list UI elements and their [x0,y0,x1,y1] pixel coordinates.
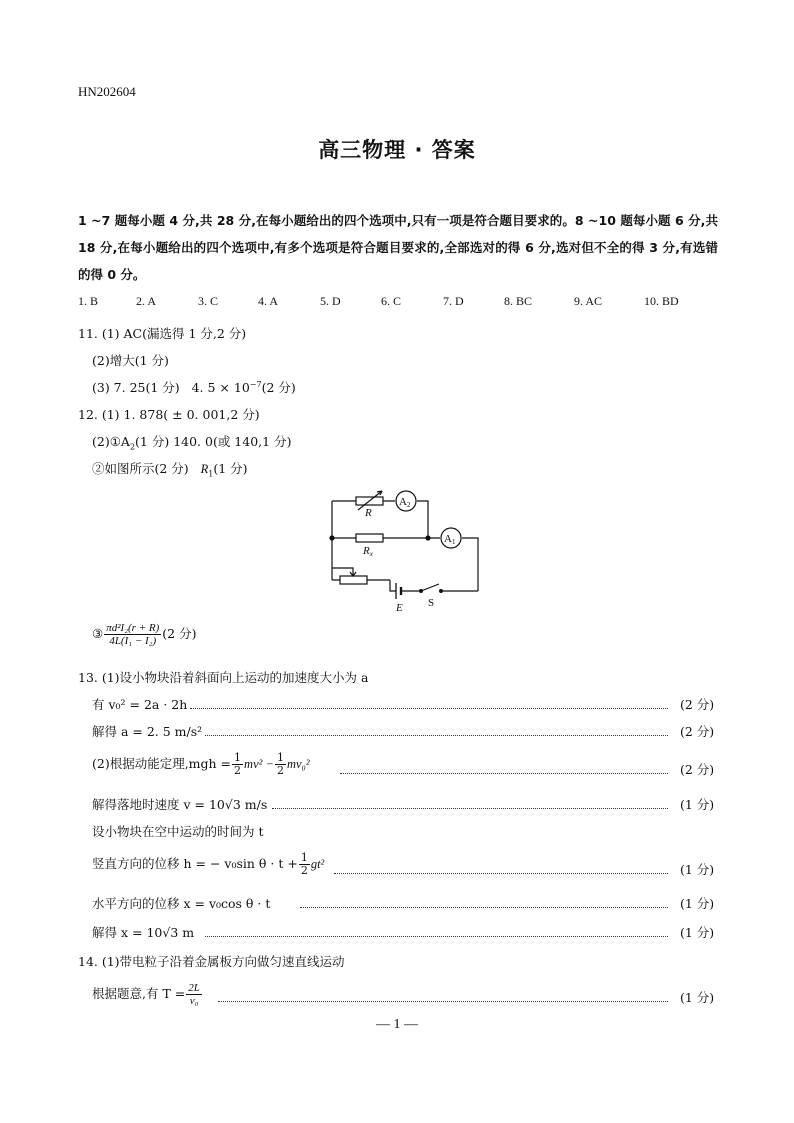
answer-item: 1. B [78,294,99,308]
q13-result-a: 解得 a = 2. 5 m/s² [92,724,203,739]
leader-dots [190,708,668,709]
q12-part2: $(2)①A_2(1$ 分) 140. 0(或 140,1 分) [92,434,292,452]
junction-left [330,536,334,540]
resistor-rx [356,534,383,542]
q13-part1-setup: 13. (1)设小物块沿着斜面向上运动的加速度大小为 a [78,670,369,685]
q12-part4: ③ $\frac{\text{πd²I₂(r + R)}}{\text{4L(I₁ − I₂)}}$ (2 分) [92,622,197,647]
q13-result-x: 解得 x = 10√3 m [92,925,195,940]
label-a1: A1 [444,533,456,546]
label-rx: Rx [363,545,373,558]
score: (1 分) [680,925,715,940]
answer-item: 3. C [198,294,219,308]
score: (2 分) [680,724,715,739]
page-title: 高三物理 · 答案 [318,138,476,162]
q14-part1-setup: 14. (1)带电粒子沿着金属板方向做匀速直线运动 [78,954,345,969]
scoring-instructions: 1 ~7 题每小题 4 分,共 28 分,在每小题给出的四个选项中,只有一项是符合题目要求的。8 ~10 题每小题 6 分,共 18 分,在每小题给出的四个选项中,有多个选项是符合题目要求的,全部选对的得 6 分,选对但不全的得 3 分,有选错的得 0 分。 [78,213,718,282]
q13-vertical-eq: 竖直方向的位移 h = − v₀sin θ · t + $\frac{1}{2}$ gt² [92,851,325,877]
q11-part1: 11. (1) AC(漏选得 1 分,2 分) [78,326,247,341]
answer-item: 6. C [381,294,402,308]
q13-horizontal-eq: 水平方向的位移 x = v₀cos θ · t [92,896,271,911]
leader-dots [205,735,668,736]
answer-item: 4. A [258,294,279,308]
circuit-diagram [320,488,490,613]
answer-item: 2. A [136,294,157,308]
leader-dots [300,907,668,908]
q13-energy-eq: (2)根据动能定理,mgh = $\frac{1}{2}$ mv² − $\frac{1}{2}$ mv₀² [92,751,310,777]
q12-part1: 12. (1) 1. 878( ± 0. 001,2 分) [78,407,260,422]
leader-dots [218,1001,668,1002]
answer-item: 7. D [443,294,464,308]
leader-dots [340,773,668,774]
rheostat [340,576,367,584]
q11-part3: (3) 7. 25(1 分) 4. $5 \times 10^{-7}(2$ 分) [92,379,296,395]
q14-period-eq: 根据题意,有 T = $\frac{2L}{\text{v₀}}$ [92,982,200,1007]
score: (1 分) [680,990,715,1005]
wire-battery-left [390,580,396,591]
q13-time-setup: 设小物块在空中运动的时间为 t [92,824,264,839]
score: (2 分) [680,697,715,712]
label-e: E [396,602,403,613]
q13-result-v: 解得落地时速度 v = 10√3 m/s [92,797,268,812]
leader-dots [334,873,668,874]
label-s: S [428,597,435,609]
answer-item: 9. AC [574,294,603,308]
q12-part3: ②如图所示(2 分) $R_1(1$ 分) [92,461,248,479]
label-r: R [365,507,372,519]
answer-item: 5. D [320,294,341,308]
switch-blade [421,584,439,591]
q11-part2: (2)增大(1 分) [92,353,169,368]
page-number: — 1 — [376,1017,418,1032]
score: (1 分) [680,896,715,911]
rheostat-slider-wire [332,568,353,575]
label-a2: A2 [399,496,411,509]
answer-item: 10. BD [644,294,679,308]
score: (1 分) [680,797,715,812]
answer-item: 8. BC [504,294,533,308]
leader-dots [272,808,668,809]
score: (2 分) [680,762,715,777]
leader-dots [205,936,668,937]
exam-code: HN202604 [78,84,136,99]
rho-formula-fraction: $\frac{\text{πd²I₂(r + R)}}{\text{4L(I₁ − I₂)}}$ [106,622,160,647]
junction-right [426,536,430,540]
q13-eq1: 有 v₀² = 2a · 2h [92,697,188,712]
score: (1 分) [680,862,715,877]
